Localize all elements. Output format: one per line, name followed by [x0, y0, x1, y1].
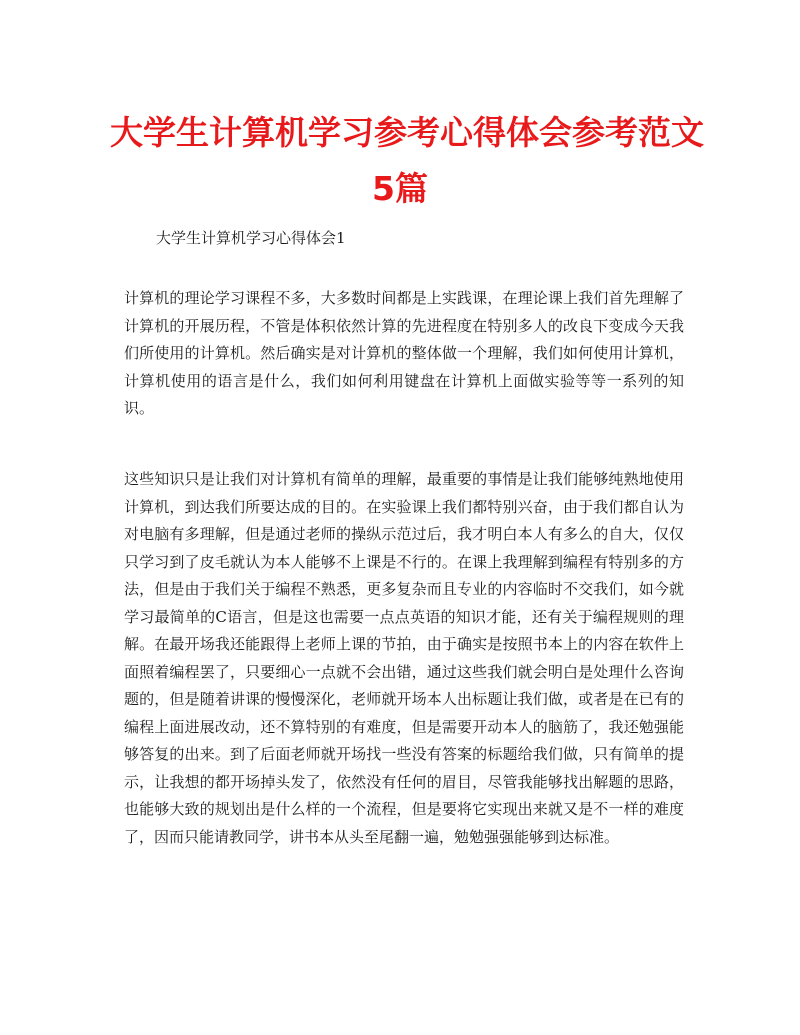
body-paragraph-1: 计算机的理论学习课程不多，大多数时间都是上实践课，在理论课上我们首先理解了计算机的开展历程，不管是体积依然计算的先进程度在特别多人的改良下变成今天我们所使用的计算机。然后确实是对计算机的整体做一个理解，我们如何使用计算机，计算机使用的语言是什么，我们如何利用键盘在计算机上面做实验等等一系列的知识。 — [124, 289, 684, 417]
document-title: 大学生计算机学习参考心得体会参考范文 — [110, 113, 704, 152]
body-paragraph-2: 这些知识只是让我们对计算机有简单的理解，最重要的事情是让我们能够纯熟地使用计算机，到达我们所要达成的目的。在实验课上我们都特别兴奋，由于我们都自认为对电脑有多理解，但是通过老师的操纵示范过后，我才明白本人有多么的自大，仅仅只学习到了皮毛就认为本人能够不上课是不行的。在课上我理解到编程有特别多的方法，但是由于我们关于编程不熟悉，更多复杂而且专业的内容临时不交我们，如今就学习最简单的C语言，但是这也需要一点点英语的知识才能，还有关于编程规则的理解。在最开场我还能跟得上老师上课的节拍，由于确实是按照书本上的内容在软件上面照着编程罢了，只要细心一点就不会出错，通过这些我们就会明白是处理什么咨询题的，但是随着讲课的慢慢深化，老师就开场本人出标题让我们做，或者是在已有的编程上面进展改动，还不算特别的有难度，但是需要开动本人的脑筋了，我还勉强能够答复的出来。到了后面老师就开场找一些没有答案的标题给我们做，只有简单的提示，让我想的都开场掉头发了，依然没有任何的眉目，尽管我能够找出解题的思路，也能够大致的规划出是什么样的一个流程，但是要将它实现出来就又是不一样的难度了，因而只能请教同学，讲书本从头至尾翻一遍，勉勉强强能够到达标准。 — [124, 470, 684, 846]
section-heading: 大学生计算机学习心得体会1 — [156, 229, 346, 247]
document-title-continued: 5篇 — [372, 169, 428, 208]
